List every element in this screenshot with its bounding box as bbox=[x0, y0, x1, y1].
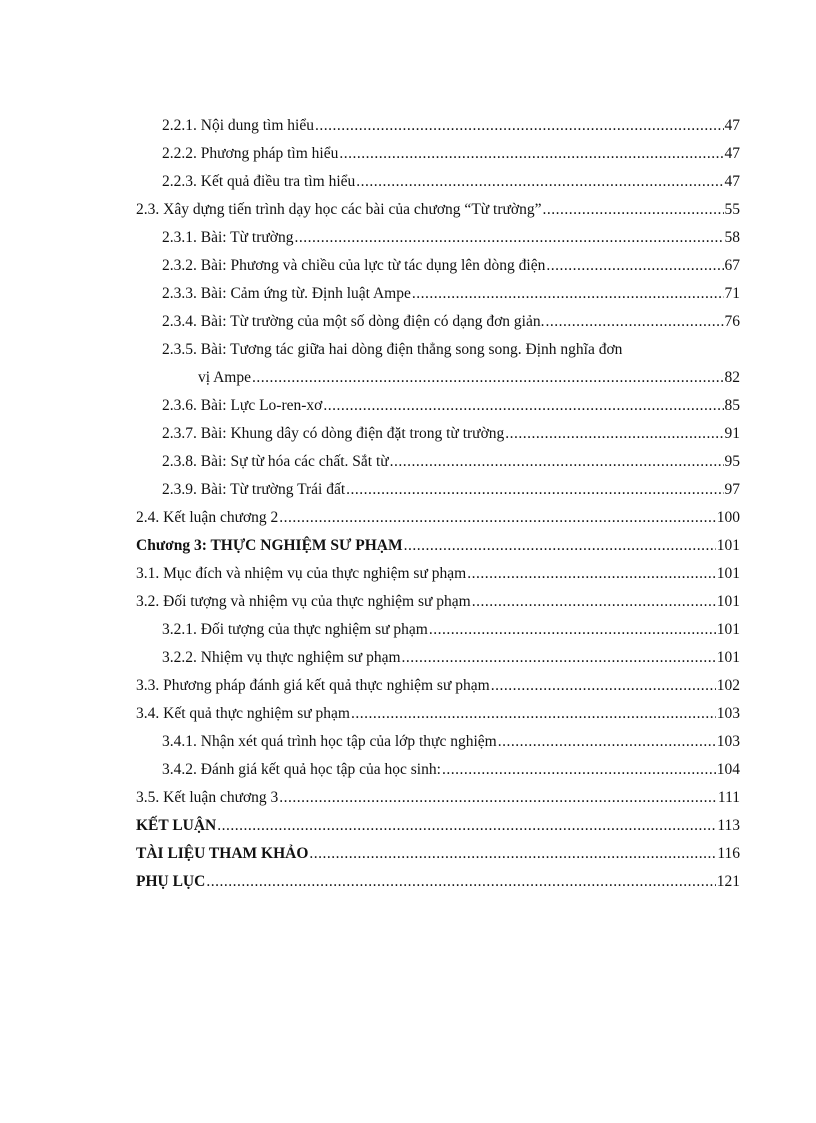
toc-entry-page: 102 bbox=[716, 677, 740, 694]
toc-entry-label: 2.3.5. Bài: Tương tác giữa hai dòng điện thẳng song song. Định nghĩa đơn bbox=[162, 341, 623, 358]
toc-entry[interactable] bbox=[136, 280, 740, 308]
toc-chapter-entry[interactable] bbox=[136, 840, 740, 868]
toc-entry[interactable] bbox=[136, 140, 740, 168]
toc-entry-page: 85 bbox=[724, 397, 740, 414]
toc-entry[interactable] bbox=[136, 448, 740, 476]
toc-entry-page: 95 bbox=[724, 453, 740, 470]
toc-chapter-entry[interactable] bbox=[136, 812, 740, 840]
toc-entry-page: 101 bbox=[716, 593, 740, 610]
toc-entry-label: 2.2.1. Nội dung tìm hiểu bbox=[162, 117, 314, 134]
toc-entry-label: 2.3.6. Bài: Lực Lo-ren-xơ bbox=[162, 397, 323, 414]
toc-entry-label: 3.5. Kết luận chương 3 bbox=[136, 789, 279, 806]
toc-entry-label: 2.3.2. Bài: Phương và chiều của lực từ tác dụng lên dòng điện bbox=[162, 257, 546, 274]
dot-leader bbox=[390, 448, 724, 476]
toc-entry[interactable] bbox=[136, 392, 740, 420]
toc-entry-page: 97 bbox=[724, 481, 740, 498]
toc-entry-page: 104 bbox=[716, 761, 740, 778]
dot-leader bbox=[402, 644, 716, 672]
toc-entry-label: 2.2.3. Kết quả điều tra tìm hiểu bbox=[162, 173, 356, 190]
toc-entry[interactable] bbox=[136, 252, 740, 280]
toc-entry-label: 3.2.2. Nhiệm vụ thực nghiệm sư phạm bbox=[162, 649, 401, 666]
toc-entry-label: TÀI LIỆU THAM KHẢO bbox=[136, 845, 309, 862]
toc-entry-label: 3.2. Đối tượng và nhiệm vụ của thực nghiệm sư phạm bbox=[136, 593, 471, 610]
toc-entry-page: 111 bbox=[717, 789, 740, 806]
toc-entry-label: 2.2.2. Phương pháp tìm hiểu bbox=[162, 145, 339, 162]
toc-entry-page: 101 bbox=[716, 649, 740, 666]
toc-entry-page: 101 bbox=[716, 621, 740, 638]
dot-leader bbox=[339, 140, 723, 168]
dot-leader bbox=[442, 756, 716, 784]
toc-entry[interactable] bbox=[136, 588, 740, 616]
dot-leader bbox=[309, 840, 716, 868]
toc-entry-page: 47 bbox=[724, 145, 740, 162]
dot-leader bbox=[546, 252, 723, 280]
dot-leader bbox=[429, 616, 716, 644]
toc-entry-label: 2.3.9. Bài: Từ trường Trái đất bbox=[162, 481, 346, 498]
toc-entry-wrapped-line1[interactable] bbox=[136, 336, 740, 364]
toc-entry-label: 3.4.2. Đánh giá kết quả học tập của học sinh: bbox=[162, 761, 441, 778]
toc-entry-label: 2.3.1. Bài: Từ trường bbox=[162, 229, 294, 246]
toc-entry-page: 103 bbox=[716, 705, 740, 722]
dot-leader bbox=[206, 868, 715, 896]
toc-entry[interactable] bbox=[136, 224, 740, 252]
dot-leader bbox=[491, 672, 716, 700]
dot-leader bbox=[472, 588, 716, 616]
toc-entry[interactable] bbox=[136, 504, 740, 532]
toc-entry[interactable] bbox=[136, 420, 740, 448]
dot-leader bbox=[498, 728, 716, 756]
toc-entry-page: 103 bbox=[716, 733, 740, 750]
toc-entry-page: 101 bbox=[716, 565, 740, 582]
toc-entry[interactable] bbox=[136, 672, 740, 700]
dot-leader bbox=[295, 224, 724, 252]
dot-leader bbox=[315, 112, 724, 140]
toc-entry[interactable] bbox=[136, 168, 740, 196]
dot-leader bbox=[346, 476, 723, 504]
toc-entry-page: 101 bbox=[716, 537, 740, 554]
toc-entry-page: 71 bbox=[724, 285, 740, 302]
dot-leader bbox=[467, 560, 716, 588]
toc-entry-label: 3.3. Phương pháp đánh giá kết quả thực nghiệm sư phạm bbox=[136, 677, 490, 694]
toc-entry[interactable] bbox=[136, 476, 740, 504]
table-of-contents bbox=[136, 112, 740, 896]
dot-leader bbox=[356, 168, 723, 196]
dot-leader bbox=[545, 308, 723, 336]
dot-leader bbox=[505, 420, 723, 448]
dot-leader bbox=[543, 196, 724, 224]
toc-entry-wrapped-line2[interactable] bbox=[136, 364, 740, 392]
dot-leader bbox=[404, 532, 716, 560]
toc-entry[interactable] bbox=[136, 112, 740, 140]
toc-entry[interactable] bbox=[136, 728, 740, 756]
toc-entry-label: 2.3.3. Bài: Cảm ứng từ. Định luật Ampe bbox=[162, 285, 411, 302]
dot-leader bbox=[412, 280, 724, 308]
toc-entry[interactable] bbox=[136, 700, 740, 728]
toc-entry-page: 67 bbox=[724, 257, 740, 274]
toc-entry[interactable] bbox=[136, 756, 740, 784]
toc-entry-label: 3.1. Mục đích và nhiệm vụ của thực nghiệm sư phạm bbox=[136, 565, 467, 582]
toc-entry-label: 3.4.1. Nhận xét quá trình học tập của lớp thực nghiệm bbox=[162, 733, 497, 750]
toc-entry[interactable] bbox=[136, 308, 740, 336]
toc-entry-page: 121 bbox=[716, 873, 740, 890]
toc-entry[interactable] bbox=[136, 644, 740, 672]
dot-leader bbox=[279, 504, 715, 532]
toc-entry-page: 116 bbox=[717, 845, 740, 862]
toc-entry-label: 2.3.8. Bài: Sự từ hóa các chất. Sắt từ bbox=[162, 453, 389, 470]
dot-leader bbox=[217, 812, 716, 840]
toc-entry[interactable] bbox=[136, 196, 740, 224]
toc-entry-page: 82 bbox=[724, 369, 740, 386]
toc-entry-page: 58 bbox=[724, 229, 740, 246]
toc-entry-label: 2.3.7. Bài: Khung dây có dòng điện đặt trong từ trường bbox=[162, 425, 505, 442]
toc-entry-page: 100 bbox=[716, 509, 740, 526]
toc-entry-label: 3.2.1. Đối tượng của thực nghiệm sư phạm bbox=[162, 621, 428, 638]
toc-entry-label: Chương 3: THỰC NGHIỆM SƯ PHẠM bbox=[136, 537, 403, 554]
toc-chapter-entry[interactable] bbox=[136, 532, 740, 560]
toc-entry-label: vị Ampe bbox=[198, 369, 251, 386]
toc-entry[interactable] bbox=[136, 560, 740, 588]
toc-entry-label: PHỤ LỤC bbox=[136, 873, 206, 890]
toc-entry-label: 2.3. Xây dựng tiến trình dạy học các bài của chương “Từ trường” bbox=[136, 201, 542, 218]
toc-entry-label: KẾT LUẬN bbox=[136, 817, 217, 834]
toc-entry-label: 2.4. Kết luận chương 2 bbox=[136, 509, 279, 526]
toc-entry-page: 91 bbox=[724, 425, 740, 442]
dot-leader bbox=[351, 700, 716, 728]
toc-entry[interactable] bbox=[136, 784, 740, 812]
toc-entry-page: 76 bbox=[724, 313, 740, 330]
toc-entry-page: 113 bbox=[717, 817, 740, 834]
toc-entry-page: 55 bbox=[724, 201, 740, 218]
toc-entry-label: 3.4. Kết quả thực nghiệm sư phạm bbox=[136, 705, 350, 722]
toc-entry[interactable] bbox=[136, 616, 740, 644]
dot-leader bbox=[323, 392, 723, 420]
toc-chapter-entry[interactable] bbox=[136, 868, 740, 896]
dot-leader bbox=[279, 784, 717, 812]
toc-entry-page: 47 bbox=[724, 173, 740, 190]
toc-entry-page: 47 bbox=[724, 117, 740, 134]
toc-entry-label: 2.3.4. Bài: Từ trường của một số dòng điện có dạng đơn giản. bbox=[162, 313, 545, 330]
dot-leader bbox=[252, 364, 724, 392]
